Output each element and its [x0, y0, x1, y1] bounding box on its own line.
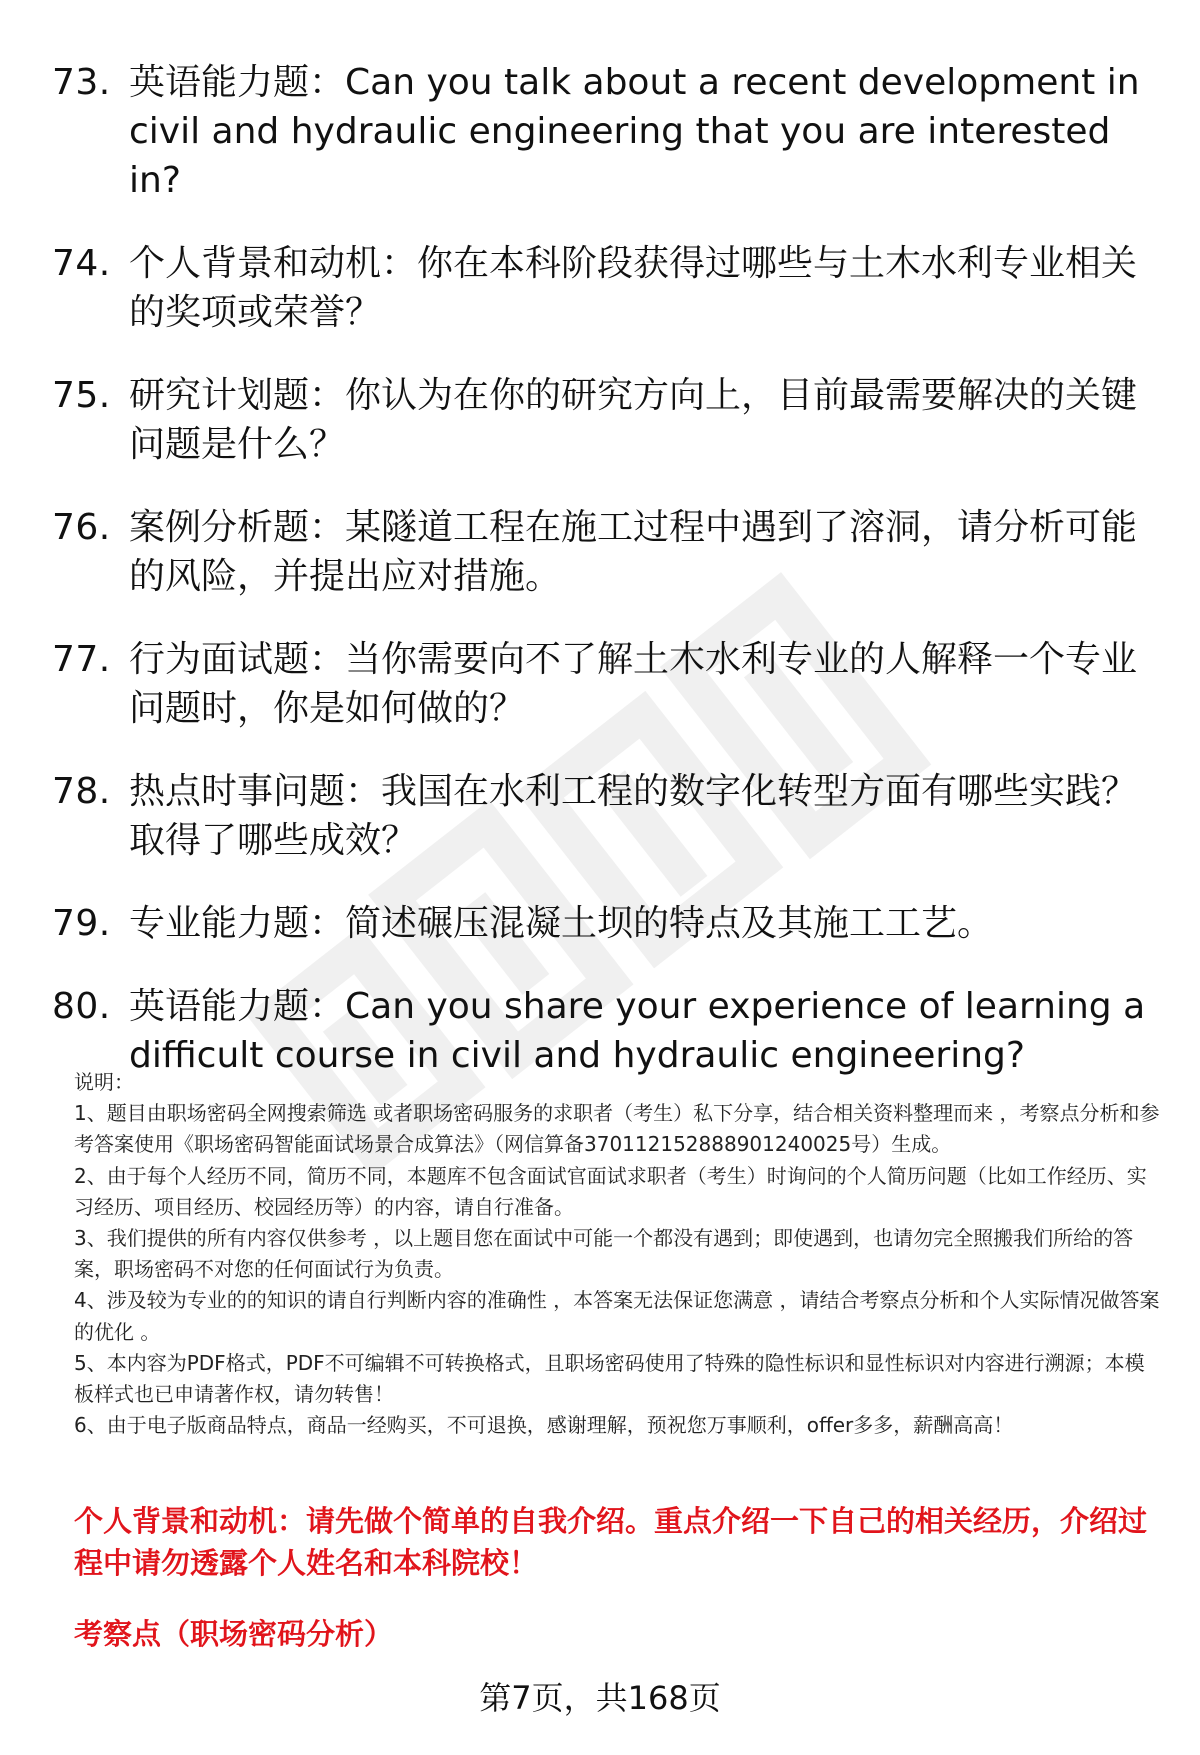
- notes-title: 说明：: [74, 1070, 134, 1094]
- question-number: 73.: [52, 62, 111, 103]
- question-number: 75.: [52, 375, 111, 416]
- question-text: 个人背景和动机：你在本科阶段获得过哪些与土木水利专业相关的奖项或荣誉？: [129, 243, 1138, 333]
- question-number: 78.: [52, 771, 111, 812]
- question-text: 案例分析题：某隧道工程在施工过程中遇到了溶洞，请分析可能的风险，并提出应对措施。: [129, 507, 1138, 597]
- question-item: [52, 503, 1162, 601]
- question-item: [52, 982, 1162, 1080]
- question-text: 英语能力题：Can you share your experience of learning a difficult course in civil and hydraulic engineering?: [129, 986, 1146, 1076]
- note-item: 4、涉及较为专业的的知识的请自行判断内容的准确性 ，本答案无法保证您满意 ，请结合考察点分析和个人实际情况做答案的优化 。: [74, 1288, 1160, 1344]
- question-number: 74.: [52, 243, 111, 284]
- question-item: [52, 899, 1162, 948]
- section-heading: 考察点（职场密码分析）: [74, 1617, 394, 1651]
- question-text: 行为面试题：当你需要向不了解土木水利专业的人解释一个专业问题时，你是如何做的？: [129, 639, 1138, 729]
- question-text: 研究计划题：你认为在你的研究方向上，目前最需要解决的关键问题是什么？: [129, 375, 1138, 465]
- question-item: [52, 767, 1162, 865]
- note-item: 2、由于每个人经历不同，简历不同，本题库不包含面试官面试求职者（考生）时询问的个人简历问题（比如工作经历、实习经历、项目经历、校园经历等）的内容，请自行准备。: [74, 1163, 1147, 1219]
- question-number: 79.: [52, 903, 111, 944]
- question-number: 76.: [52, 507, 111, 548]
- question-item: [52, 635, 1162, 733]
- note-item: 3、我们提供的所有内容仅供参考 ，以上题目您在面试中可能一个都没有遇到；即使遇到，也请勿完全照搬我们所给的答案，职场密码不对您的任何面试行为负责。: [74, 1226, 1134, 1282]
- note-item: 6、由于电子版商品特点，商品一经购买，不可退换，感谢理解，预祝您万事顺利，offer多多，薪酬高高！: [74, 1413, 1014, 1438]
- note-item: 5、本内容为PDF格式，PDF不可编辑不可转换格式，且职场密码使用了特殊的隐性标识和显性标识对内容进行溯源；本模板样式也已申请著作权，请勿转售！: [74, 1350, 1145, 1407]
- question-item: [52, 371, 1162, 469]
- question-number: 80.: [52, 986, 111, 1027]
- page-footer: 第7页，共168页: [479, 1679, 721, 1717]
- notes-section: [74, 1067, 1164, 1441]
- question-number: 77.: [52, 639, 111, 680]
- question-item: [52, 239, 1162, 337]
- question-text: 专业能力题：简述碾压混凝土坝的特点及其施工工艺。: [129, 903, 994, 944]
- note-item: 1、题目由职场密码全网搜索筛选 或者职场密码服务的求职者（考生）私下分享，结合相关资料整理而来 ，考察点分析和参考答案使用《职场密码智能面试场景合成算法》（网信算备370112152888901240025号）生成。: [74, 1101, 1160, 1157]
- question-text: 热点时事问题：我国在水利工程的数字化转型方面有哪些实践？取得了哪些成效？: [129, 771, 1138, 861]
- question-text: 英语能力题：Can you talk about a recent development in civil and hydraulic engineering that you are interested in?: [129, 62, 1140, 201]
- question-list: [52, 58, 1162, 1114]
- highlight-question: 个人背景和动机：请先做个简单的自我介绍。重点介绍一下自己的相关经历，介绍过程中请勿透露个人姓名和本科院校！: [74, 1504, 1148, 1580]
- question-item: [52, 58, 1162, 205]
